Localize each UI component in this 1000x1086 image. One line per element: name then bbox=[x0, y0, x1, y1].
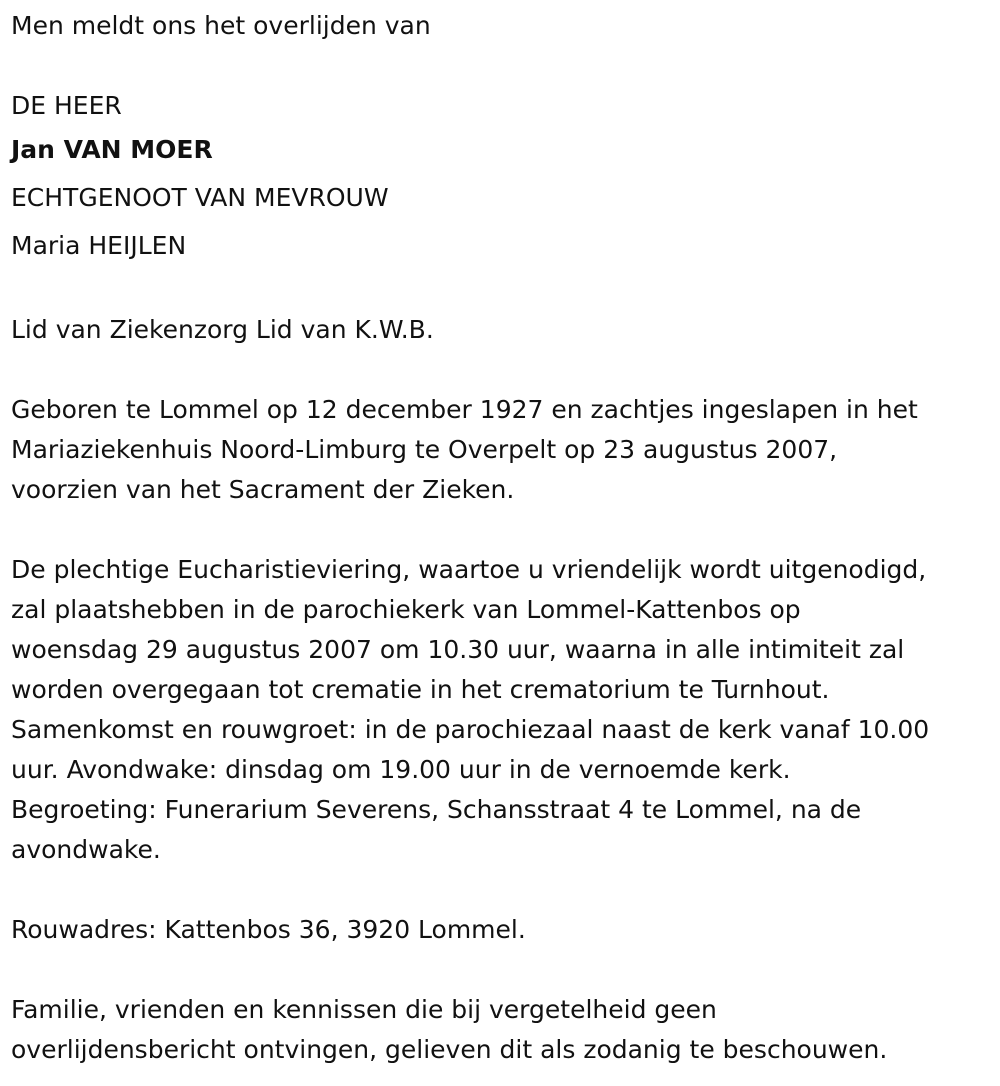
paragraph-line: voorzien van het Sacrament der Zieken. bbox=[11, 475, 515, 504]
paragraph-line: Samenkomst en rouwgroet: in de parochiezaal naast de kerk vanaf 10.00 bbox=[11, 715, 930, 744]
spacer bbox=[11, 950, 996, 990]
closing-paragraph bbox=[11, 990, 996, 1070]
spacer bbox=[11, 350, 996, 390]
ceremony-paragraph bbox=[11, 550, 996, 870]
paragraph-line: uur. Avondwake: dinsdag om 19.00 uur in de vernoemde kerk. bbox=[11, 755, 791, 784]
intro-text: Men meldt ons het overlijden van bbox=[11, 11, 431, 40]
paragraph-line: Familie, vrienden en kennissen die bij vergetelheid geen bbox=[11, 995, 717, 1024]
title-prefix: DE HEER bbox=[11, 91, 122, 120]
paragraph-line: worden overgegaan tot crematie in het crematorium te Turnhout. bbox=[11, 675, 830, 704]
spouse-name: Maria HEIJLEN bbox=[11, 231, 187, 260]
birth-death-paragraph bbox=[11, 390, 996, 510]
spacer bbox=[11, 46, 996, 86]
paragraph-line: woensdag 29 augustus 2007 om 10.30 uur, waarna in alle intimiteit zal bbox=[11, 635, 905, 664]
paragraph-line: avondwake. bbox=[11, 835, 161, 864]
paragraph-line: Geboren te Lommel op 12 december 1927 en zachtjes ingeslapen in het bbox=[11, 395, 918, 424]
paragraph-line: Begroeting: Funerarium Severens, Schansstraat 4 te Lommel, na de bbox=[11, 795, 862, 824]
paragraph-line: Mariaziekenhuis Noord-Limburg te Overpelt op 23 augustus 2007, bbox=[11, 435, 838, 464]
memberships-text: Lid van Ziekenzorg Lid van K.W.B. bbox=[11, 315, 434, 344]
spacer bbox=[11, 270, 996, 310]
deceased-name: Jan VAN MOER bbox=[11, 135, 213, 164]
address-text: Rouwadres: Kattenbos 36, 3920 Lommel. bbox=[11, 915, 526, 944]
paragraph-line: zal plaatshebben in de parochiekerk van Lommel-Kattenbos op bbox=[11, 595, 801, 624]
paragraph-line: De plechtige Eucharistieviering, waartoe u vriendelijk wordt uitgenodigd, bbox=[11, 555, 927, 584]
spouse-prefix: ECHTGENOOT VAN MEVROUW bbox=[11, 183, 389, 212]
spacer bbox=[11, 510, 996, 550]
paragraph-line: overlijdensbericht ontvingen, gelieven dit als zodanig te beschouwen. bbox=[11, 1035, 888, 1064]
death-notice bbox=[11, 6, 996, 1070]
spacer bbox=[11, 870, 996, 910]
